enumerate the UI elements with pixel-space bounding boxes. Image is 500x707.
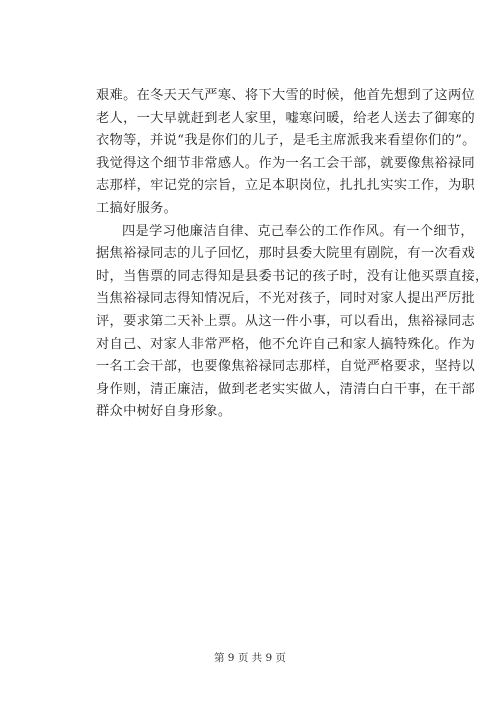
text-line: 时，当售票的同志得知是县委书记的孩子时，没有让他买票直接，	[96, 268, 489, 284]
text-line: 我觉得这个细节非常感人。作为一名工会干部，就要像焦裕禄同	[96, 155, 476, 171]
text-line: 当焦裕禄同志得知情况后，不光对孩子，同时对家人提出严厉批	[96, 291, 476, 307]
text-line: 群众中树好自身形象。	[96, 404, 232, 420]
text-line: 身作则，清正廉洁，做到老老实实做人，清清白白干事，在干部	[96, 381, 476, 397]
body-text	[96, 85, 489, 424]
text-line: 四是学习他廉洁自律、克己奉公的工作作风。有一个细节，	[122, 223, 474, 239]
text-line: 老人，一大早就赶到老人家里，嘘寒问暖，给老人送去了御寒的	[96, 110, 476, 126]
page-footer: 第 9 页 共 9 页	[213, 652, 287, 664]
text-line: 对自己、对家人非常严格，他不允许自己和家人搞特殊化。作为	[96, 336, 476, 352]
text-line: 一名工会干部，也要像焦裕禄同志那样，自觉严格要求，坚持以	[96, 359, 476, 375]
text-line: 评，要求第二天补上票。从这一件小事，可以看出，焦裕禄同志	[96, 313, 476, 329]
text-line: 衣物等，并说“我是你们的儿子，是毛主席派我来看望你们的”。	[96, 133, 476, 149]
text-line: 艰难。在冬天天气严寒、将下大雪的时候，他首先想到了这两位	[96, 88, 476, 103]
text-line: 据焦裕禄同志的儿子回忆，那时县委大院里有剧院，有一次看戏	[96, 246, 476, 262]
text-line: 志那样，牢记党的宗旨，立足本职岗位，扎扎扎实实工作，为职	[96, 178, 476, 194]
text-line: 工搞好服务。	[96, 200, 178, 216]
